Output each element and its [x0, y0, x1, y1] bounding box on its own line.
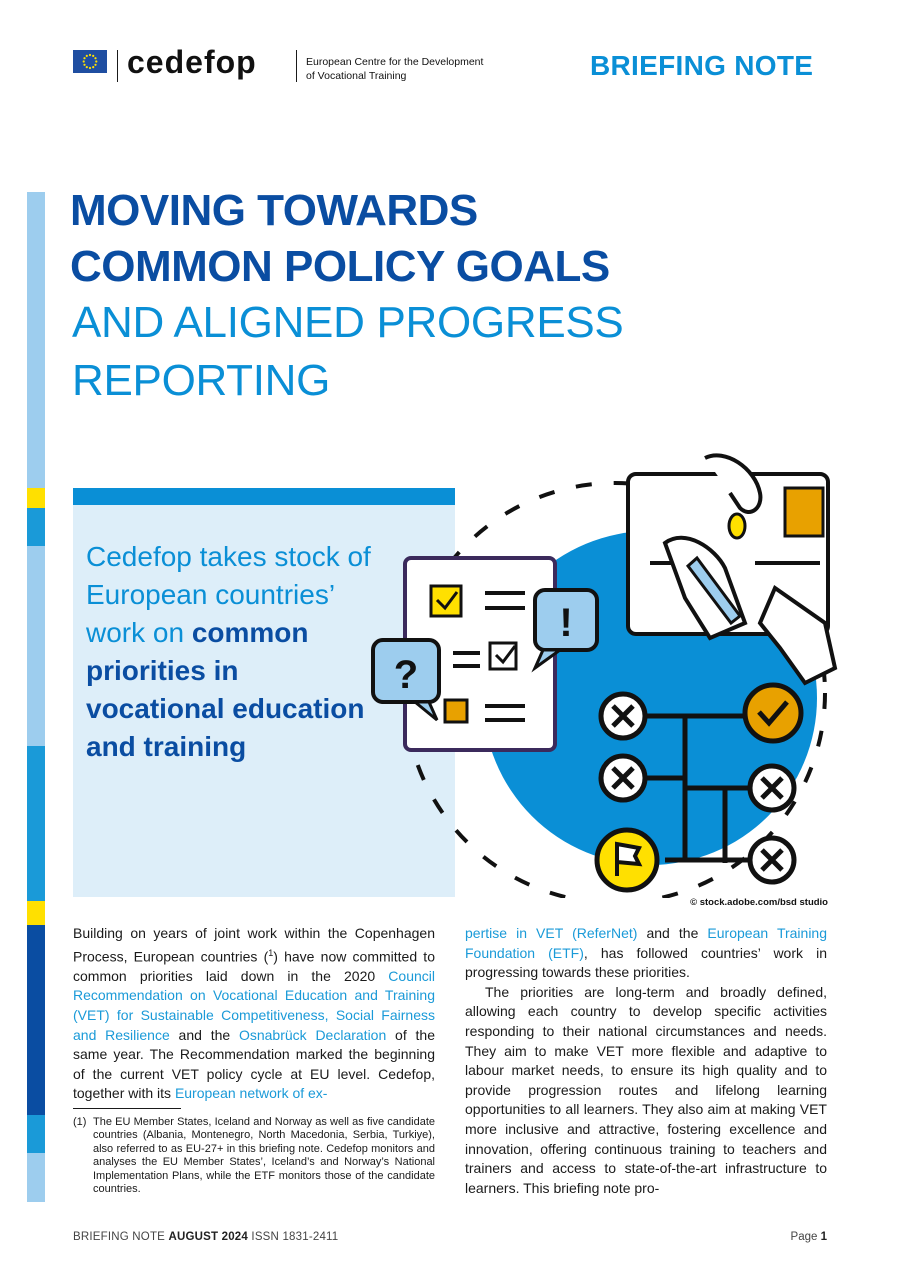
page-number: 1 — [820, 1231, 827, 1243]
osnabrueck-declaration-link[interactable]: Osnabrück Declaration — [238, 1026, 387, 1043]
refernet-link-cont[interactable]: pertise in VET (ReferNet) — [465, 925, 638, 941]
body-text: Building on years of joint work within the Copenhagen Process, European countries ( — [73, 925, 435, 965]
cross-circle-icon — [601, 694, 645, 738]
etf-link[interactable]: European Training Foundation (ETF) — [465, 925, 828, 961]
question-mark: ? — [393, 653, 419, 697]
intro-text-bold: common priorities in vocational education and training — [86, 617, 365, 762]
intro-text — [86, 538, 376, 766]
check-circle-icon — [745, 685, 801, 741]
policy-illustration — [365, 448, 860, 898]
footnote-mark: (1) — [73, 1116, 87, 1128]
strip-segment — [27, 746, 45, 901]
exclamation-mark: ! — [559, 601, 573, 645]
footer-page — [791, 1231, 827, 1243]
body-paragraph-1 — [73, 924, 435, 1104]
footnote-ref[interactable]: 1 — [268, 947, 274, 958]
body-paragraph-2: The priorities are long-term and broadly defined, allowing each country to develop specific activities responding to their national circumstances and needs. They aim to make VET more flexible and adaptive to labour market needs, to ensure its high quality and to provide progression routes and lifelong learning opportunities to all learners. They also aim at making VET more inclusive and attractive, fostering excellence and innovation, offering continuous training to teachers and trainers and access to state-of-the-art infrastructure to learners. This briefing note pro- — [465, 983, 827, 1196]
intro-text-plain: Cedefop takes stock of European countries’ work on — [86, 541, 371, 648]
footnote-divider — [73, 1108, 181, 1109]
centre-name — [306, 55, 506, 83]
title-line-4: REPORTING — [72, 356, 331, 405]
document-type: BRIEFING NOTE — [590, 50, 814, 81]
body-paragraph-1-cont — [465, 924, 827, 983]
header-divider — [296, 50, 297, 82]
footer-left — [73, 1231, 338, 1243]
eu-flag-icon — [73, 50, 107, 73]
strip-segment — [27, 901, 45, 925]
strip-segment — [27, 192, 45, 488]
footer-issn: ISSN 1831-2411 — [251, 1231, 339, 1243]
body-text: of the same year. The Recommendation marked the beginning of the current VET policy cycle at EU level. Cedefop, together with its — [73, 1026, 435, 1102]
body-text: , has followed countries’ work in progressing towards these priorities. — [465, 944, 827, 981]
flag-circle-icon — [597, 830, 657, 890]
cross-circle-icon — [750, 838, 794, 882]
centre-name-line1: European Centre for the Development — [306, 56, 484, 68]
strip-segment — [27, 1153, 45, 1202]
refernet-link[interactable]: European network of ex- — [174, 1085, 328, 1102]
cedefop-logo: cedefop — [127, 44, 257, 80]
image-credit: © stock.adobe.com/bsd studio — [690, 897, 828, 908]
centre-name-line2: of Vocational Training — [306, 70, 407, 82]
body-column-right — [465, 924, 827, 1198]
footnote — [73, 1116, 435, 1196]
strip-segment — [27, 546, 45, 746]
footer-date: AUGUST 2024 — [168, 1231, 249, 1243]
strip-segment — [27, 1115, 45, 1153]
title-line-1: MOVING TOWARDS — [70, 186, 478, 235]
body-text: ) have now committed to common priorities laid down in the 2020 — [73, 948, 435, 984]
title-line-3: AND ALIGNED PROGRESS — [72, 298, 624, 347]
strip-segment — [27, 925, 45, 1115]
strip-segment — [27, 508, 45, 546]
cross-circle-icon — [750, 766, 794, 810]
strip-segment — [27, 488, 45, 508]
title-line-2: COMMON POLICY GOALS — [70, 242, 610, 291]
body-text: and the — [169, 1026, 239, 1043]
footer-doc-type: BRIEFING NOTE — [73, 1231, 166, 1243]
left-colour-strip — [27, 192, 45, 1202]
header-divider — [117, 50, 118, 82]
council-recommendation-link[interactable]: Council Recommendation on Vocational Education and Training (VET) for Sustainable Competitiveness, Social Fairness and Resilience — [73, 967, 435, 1043]
cross-circle-icon — [601, 756, 645, 800]
page-label: Page — [790, 1231, 818, 1243]
footnote-text: The EU Member States, Iceland and Norway as well as five candidate countries (Albania, Montenegro, North Macedonia, Serbia, Turkiye), also referred to as EU-27+ in this briefing note. Cedefop monitors and analyses the EU Member States’, Iceland’s and Norway’s National Implementation Plans, while the ETF monitors those of the candidate countries. — [93, 1116, 435, 1196]
body-text: and the — [637, 925, 708, 941]
body-column-left — [73, 924, 435, 1104]
